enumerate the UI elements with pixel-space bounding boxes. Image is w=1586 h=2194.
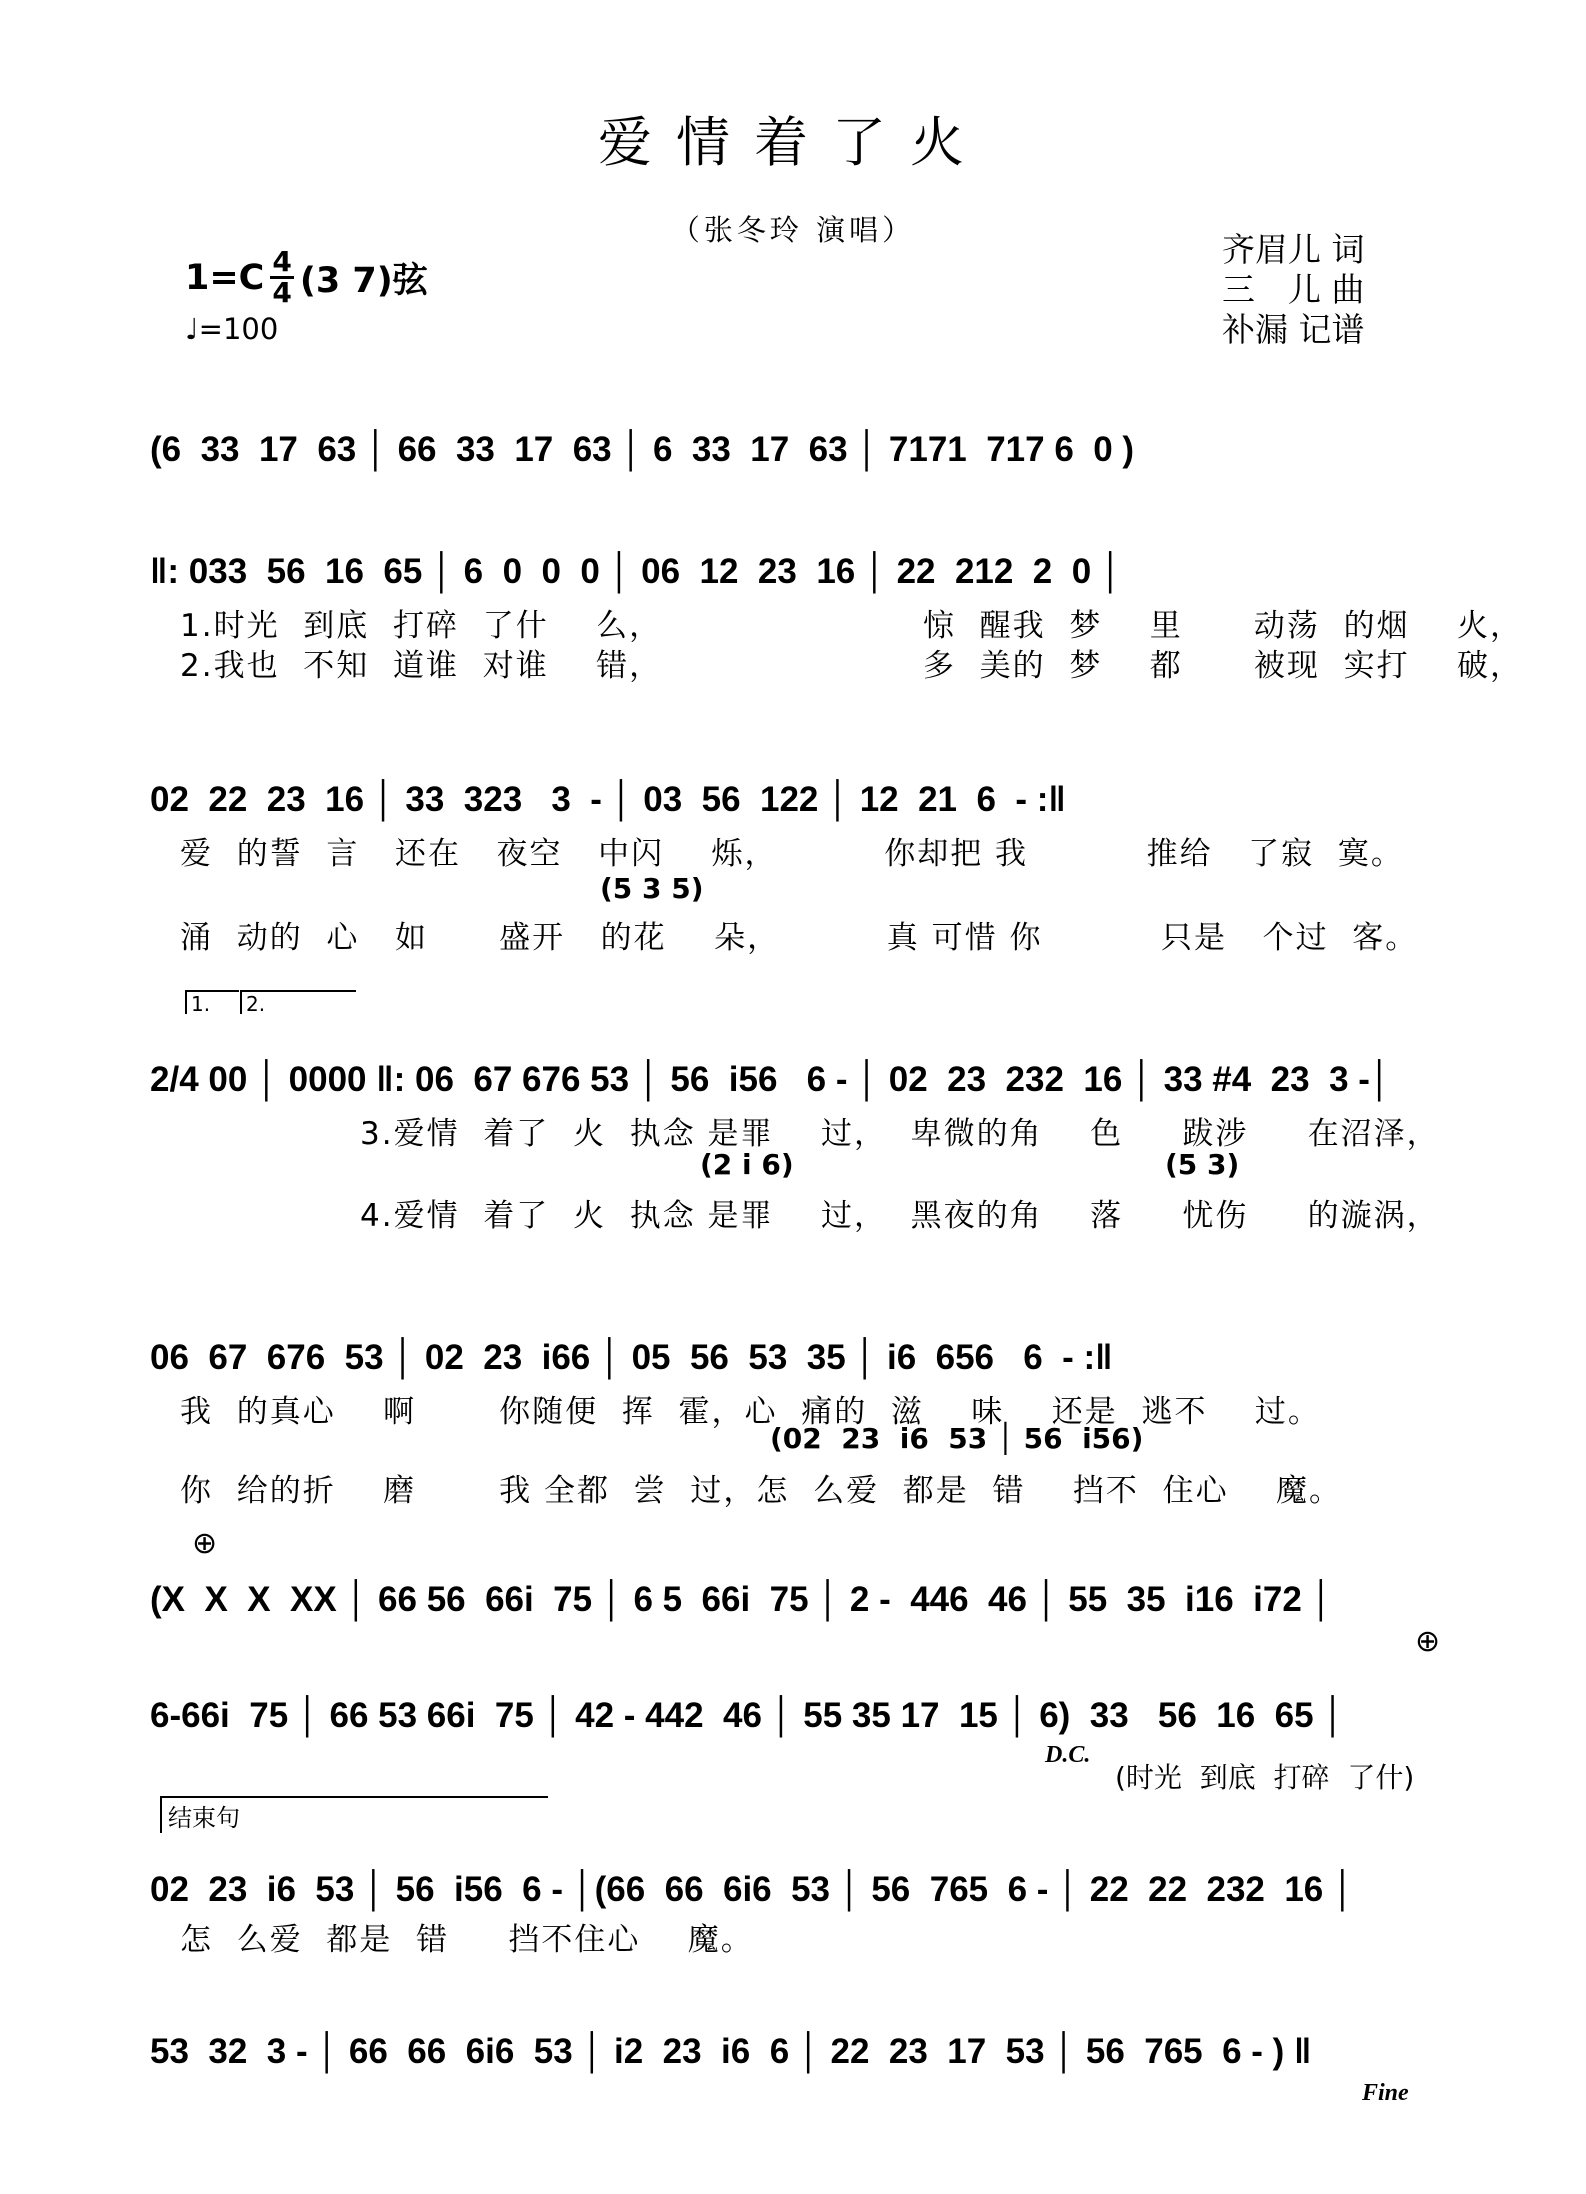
volta-2: 2. (240, 990, 356, 1014)
staff-row (150, 2012, 1442, 2072)
staff-row (150, 410, 1442, 470)
staff-row (150, 760, 1442, 820)
staff-row (150, 1040, 1442, 1100)
credit-composer: 三 儿 曲 (1222, 270, 1365, 309)
notes: 6-66i 75 │ 66 53 66i 75 │ 42 - 442 46 │ 55 35 17 15 │ 6) 33 56 16 65 │ (150, 1696, 1346, 1735)
tuning: (3 7)弦 (299, 260, 428, 301)
staff-row (150, 1676, 1442, 1736)
lyric-line: 你 给的折 磨 我 全都 尝 过，怎 么爱 都是 错 挡不 住心 魔。 (180, 1473, 1343, 1509)
notes: 53 32 3 - │ 66 66 6i6 53 │ i2 23 i6 6 │ 22 23 17 53 │ 56 765 6 - ) ‖ (150, 2032, 1312, 2071)
coda-icon: ⊕ (1415, 1624, 1441, 1659)
alt-notes: (5 3) (1165, 1148, 1240, 1181)
lyric-line: 爱 的誓 言 还在 夜空 中闪 烁， 你却把 我 推给 了寂 寞。 (180, 836, 1404, 872)
notes: 02 23 i6 53 │ 56 i56 6 - │(66 66 6i6 53 │ 56 765 6 - │ 22 22 232 16 │ (150, 1870, 1355, 1909)
notes: (X X X XX │ 66 56 66i 75 │ 6 5 66i 75 │ 2 - 446 46 │ 55 35 i16 i72 │ (150, 1580, 1334, 1619)
credit-lyricist: 齐眉儿 词 (1222, 230, 1365, 269)
lyric-line: 1.时光 到底 打碎 了什 么， 惊 醒我 梦 里 动荡 的烟 火， (180, 608, 1523, 644)
dc-mark: D.C. (1045, 1742, 1091, 1768)
performer: （张冬玲 演唱） (670, 213, 916, 247)
notes: 2/4 00 │ 0000 ‖: 06 67 676 53 │ 56 i56 6 - │ 02 23 232 16 │ 33 #4 23 3 -│ (150, 1060, 1392, 1099)
staff-row (150, 1318, 1442, 1378)
alt-notes: (5 3 5) (600, 872, 704, 905)
lyric-line: 我 的真心 啊 你随便 挥 霍，心 痛的 滋 味 还是 逃不 过。 (180, 1394, 1321, 1430)
staff-row (150, 532, 1442, 592)
time-den: 4 (272, 276, 292, 309)
volta-1: 1. (185, 990, 239, 1014)
key-signature (185, 245, 428, 309)
alt-notes: (02 23 i6 53 │ 56 i56) (770, 1422, 1144, 1455)
notes: 02 22 23 16 │ 33 323 3 - │ 03 56 122 │ 12 21 6 - :‖ (150, 780, 1066, 819)
notes: (6 33 17 63 │ 66 33 17 63 │ 6 33 17 63 │ 7171 717 6 0 ) (150, 430, 1135, 469)
credit-transcriber: 补漏 记谱 (1222, 310, 1365, 349)
notes: 06 67 676 53 │ 02 23 i66 │ 05 56 53 35 │ i6 656 6 - :‖ (150, 1338, 1113, 1377)
lyric-line: 3.爱情 着了 火 执念 是罪 过， 卑微的角 色 跋涉 在沼泽， (360, 1116, 1440, 1152)
ending-label: 结束句 (160, 1796, 548, 1833)
lyric-line: 4.爱情 着了 火 执念 是罪 过， 黑夜的角 落 忧伤 的漩涡， (360, 1198, 1440, 1234)
lyric-line: 怎 么爱 都是 错 挡不住心 魔。 (180, 1922, 754, 1958)
staff-row (150, 1560, 1442, 1620)
time-num: 4 (272, 245, 292, 278)
tempo: ♩=100 (185, 312, 279, 346)
staff-row (150, 1850, 1442, 1910)
key-tonic: 1=C (185, 257, 265, 298)
alt-lyric: (时光 到底 打碎 了什) (1115, 1761, 1415, 1794)
notes: ‖: 033 56 16 65 │ 6 0 0 0 │ 06 12 23 16 │ 22 212 2 0 │ (150, 552, 1123, 591)
credits (1222, 230, 1365, 350)
page-title: 爱情着了火 (598, 111, 988, 174)
alt-notes: (2 i 6) (700, 1148, 794, 1181)
lyric-line: 涌 动的 心 如 盛开 的花 朵， 真 可惜 你 只是 个过 客。 (180, 920, 1419, 956)
coda-icon: ⊕ (192, 1526, 218, 1561)
lyric-line: 2.我也 不知 道谁 对谁 错， 多 美的 梦 都 被现 实打 破， (180, 648, 1523, 684)
time-signature (270, 245, 293, 309)
fine-mark: Fine (1362, 2080, 1409, 2106)
